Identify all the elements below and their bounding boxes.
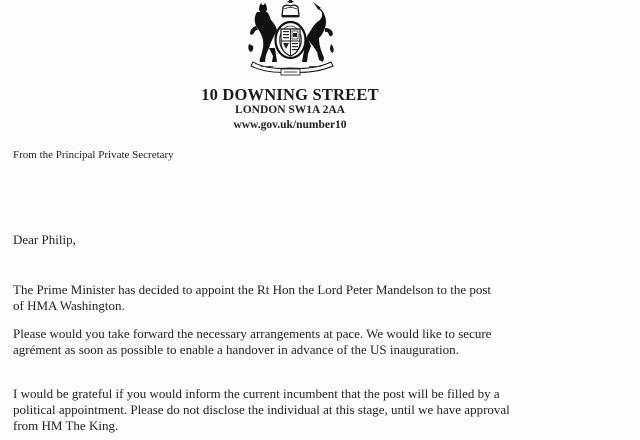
body-paragraph [13, 386, 633, 434]
body-paragraph [13, 282, 633, 314]
letterhead-url: www.gov.uk/number10 [233, 119, 347, 131]
body-paragraph [13, 326, 633, 358]
paragraph-line: from HM The King. [13, 418, 119, 433]
paragraph-line: of HMA Washington. [13, 298, 125, 313]
paragraph-line: I would be grateful if you would inform the current incumbent that the post will be filled by a [13, 386, 500, 401]
royal-coat-of-arms-icon [247, 0, 337, 76]
letterhead-address: LONDON SW1A 2AA [235, 104, 345, 116]
paragraph-line: political appointment. Please do not disclose the individual at this stage, until we have approval [13, 402, 510, 417]
letterhead-title: 10 DOWNING STREET [201, 85, 379, 104]
paragraph-line: The Prime Minister has decided to appoint the Rt Hon the Lord Peter Mandelson to the post [13, 282, 492, 297]
sender-line: From the Principal Private Secretary [13, 149, 174, 161]
salutation: Dear Philip, [13, 232, 76, 247]
paragraph-line: Please would you take forward the necessary arrangements at pace. We would like to secure [13, 326, 492, 341]
paragraph-line: agrément as soon as possible to enable a handover in advance of the US inauguration. [13, 342, 459, 357]
